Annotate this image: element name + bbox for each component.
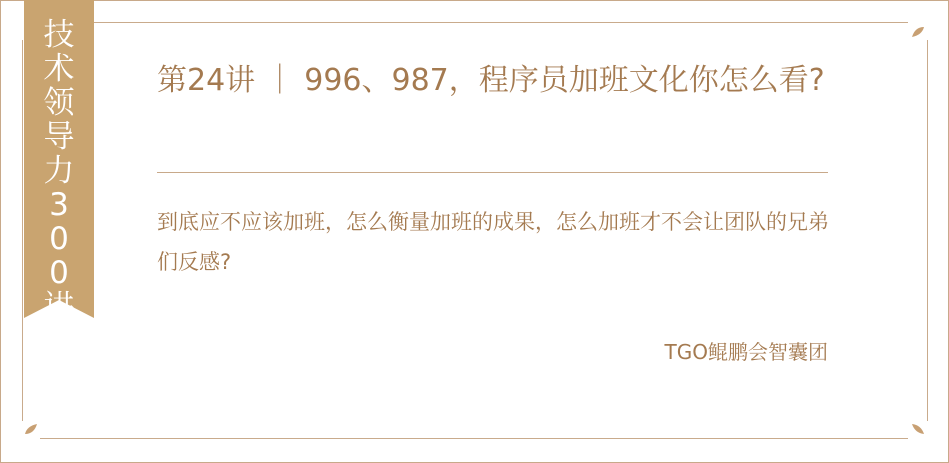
- corner-leaf-icon: [911, 26, 925, 38]
- series-ribbon: [24, 0, 94, 325]
- corner-leaf-icon: [911, 423, 925, 435]
- inner-frame-bottom-line: [40, 438, 908, 439]
- title-divider: [157, 172, 828, 173]
- corner-leaf-icon: [24, 423, 38, 435]
- lecture-title: 第24讲 ｜ 996、987，程序员加班文化你怎么看?: [157, 63, 825, 98]
- author-name: TGO鲲鹏会智囊团: [664, 340, 828, 364]
- series-label: 技术领导力300讲: [43, 17, 75, 325]
- lecture-description: 到底应不应该加班，怎么衡量加班的成果，怎么加班才不会让团队的兄弟们反感?: [157, 210, 829, 274]
- inner-frame-top-line: [40, 22, 908, 23]
- inner-frame-right-line: [927, 40, 928, 421]
- inner-frame-left-line: [22, 40, 23, 421]
